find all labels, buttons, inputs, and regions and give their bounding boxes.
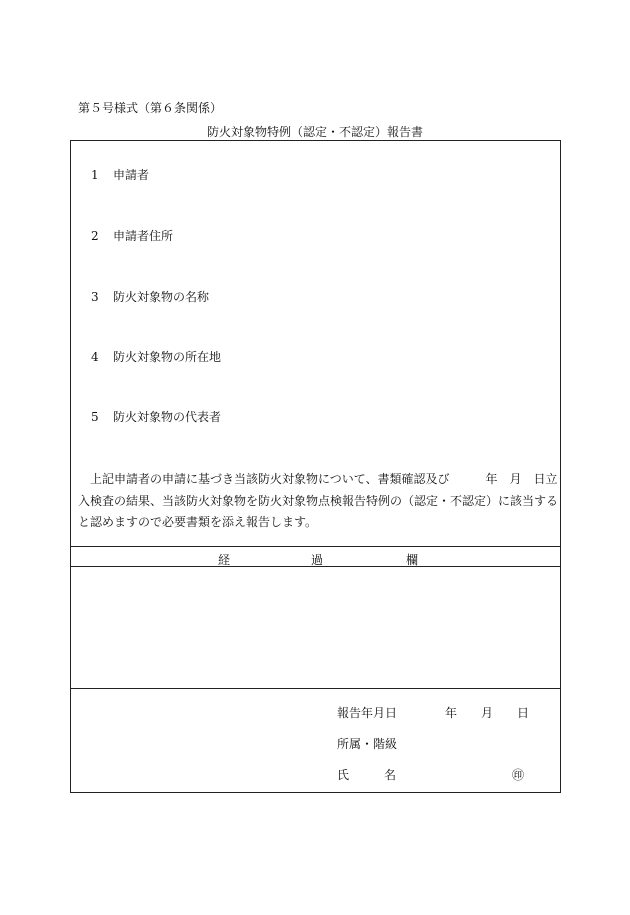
section-char: 経 [218, 553, 231, 567]
divider-line [71, 566, 560, 567]
item-number: 3 [91, 290, 99, 304]
statement-line-2: 入検査の結果、当該防火対象物を防火対象物点検報告特例の（認定・不認定）に該当する [78, 493, 559, 508]
statement-line-1: 上記申請者の申請に基づき当該防火対象物について、書類確認及び 年 月 日立 [90, 472, 558, 486]
item-label: 防火対象物の所在地 [113, 350, 222, 364]
report-statement [78, 469, 559, 534]
item-number: 4 [91, 350, 99, 364]
item-label: 防火対象物の名称 [113, 290, 210, 304]
document-title: 防火対象物特例（認定・不認定）報告書 [206, 125, 423, 139]
item-number: 2 [91, 229, 99, 243]
item-building-name [91, 288, 209, 305]
divider-line [71, 546, 560, 547]
year-label: 年 [445, 706, 458, 720]
item-building-representative [91, 408, 221, 425]
month-label: 月 [481, 706, 494, 720]
statement-line-3: と認めますので必要書類を添え報告します。 [78, 515, 318, 529]
item-number: 1 [91, 168, 99, 182]
item-label: 申請者 [113, 168, 150, 182]
day-label: 日 [517, 706, 530, 720]
affiliation-label: 所属・階級 [337, 737, 398, 751]
divider-line [71, 688, 560, 689]
seal-icon: ㊞ [512, 768, 525, 782]
item-applicant-address [91, 227, 173, 244]
item-label: 防火対象物の代表者 [113, 410, 222, 424]
report-form-box [70, 140, 561, 793]
name-label-first: 氏 [337, 768, 350, 782]
report-date-label: 報告年月日 [337, 706, 398, 720]
name-label-second: 名 [384, 768, 397, 782]
section-char: 欄 [406, 553, 419, 567]
form-number: 第５号様式（第６条関係） [78, 101, 223, 115]
item-building-location [91, 348, 221, 365]
item-number: 5 [91, 410, 99, 424]
item-label: 申請者住所 [113, 229, 174, 243]
section-char: 過 [311, 553, 324, 567]
item-applicant [91, 166, 149, 183]
